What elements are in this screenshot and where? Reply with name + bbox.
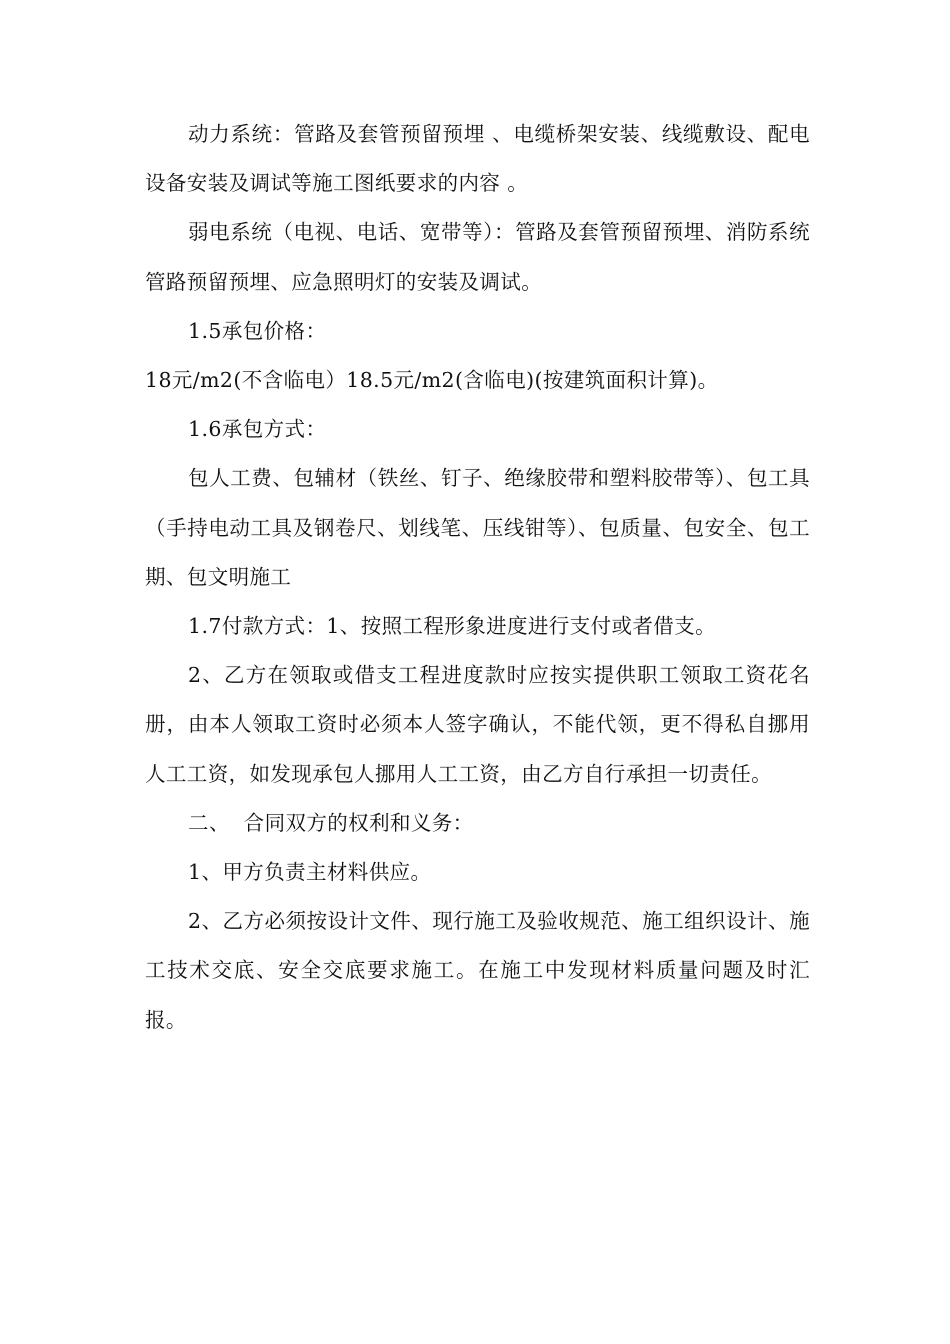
- paragraph-power-system: 动力系统：管路及套管预留预埋 、电缆桥架安装、线缆敷设、配电设备安装及调试等施工图纸要求的内容 。: [145, 122, 810, 196]
- section-heading-rights-obligations: 二、 合同双方的权利和义务：: [188, 810, 474, 835]
- document-body: [145, 110, 810, 1045]
- paragraph-contract-price-heading: 1.5承包价格：: [188, 318, 327, 343]
- paragraph-contract-method: 包人工费、包辅材（铁丝、钉子、绝缘胶带和塑料胶带等）、包工具（手持电动工具及钢卷尺、划线笔、压线钳等）、包质量、包安全、包工期、包文明施工: [145, 466, 810, 589]
- paragraph-contract-method-heading: 1.6承包方式：: [188, 417, 327, 442]
- paragraph-contract-price: 18元/m2(不含临电）18.5元/m2(含临电)(按建筑面积计算)。: [145, 368, 719, 393]
- paragraph-payment-method: 1.7付款方式：1、按照工程形象进度进行支付或者借支。: [188, 614, 716, 639]
- paragraph-weak-current-system: 弱电系统（电视、电话、宽带等）：管路及套管预留预埋、消防系统管路预留预埋、应急照明灯的安装及调试。: [145, 220, 810, 294]
- paragraph-party-a-duty: 1、甲方负责主材料供应。: [188, 860, 432, 885]
- paragraph-party-b-duty: 2、乙方必须按设计文件、现行施工及验收规范、施工组织设计、施工技术交底、安全交底要求施工。在施工中发现材料质量问题及时汇报。: [145, 909, 810, 1032]
- paragraph-payroll-rule: 2、乙方在领取或借支工程进度款时应按实提供职工领取工资花名册，由本人领取工资时必须本人签字确认，不能代领，更不得私自挪用人工工资，如发现承包人挪用人工工资，由乙方自行承担一切责任。: [145, 663, 810, 786]
